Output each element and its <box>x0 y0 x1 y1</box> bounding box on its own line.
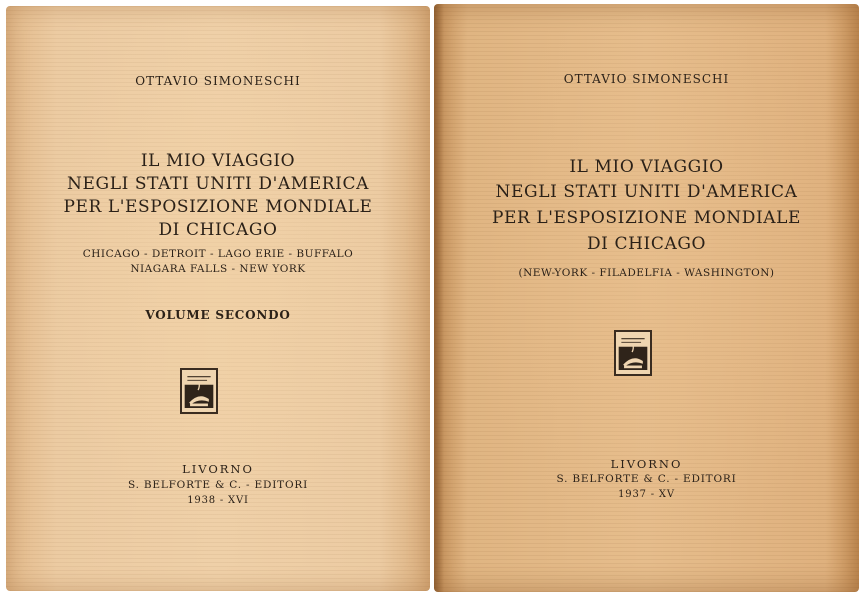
title-line-4: DI CHICAGO <box>158 220 278 240</box>
publisher-name: S. BELFORTE & C. - EDITORI <box>127 479 309 491</box>
title-line-2: NEGLI STATI UNITI D'AMERICA <box>67 174 369 194</box>
volume-label: VOLUME SECONDO <box>145 308 291 322</box>
title-line-3: PER L'ESPOSIZIONE MONDIALE <box>63 197 373 217</box>
title-line-3: PER L'ESPOSIZIONE MONDIALE <box>491 208 802 228</box>
title-line-1: IL MIO VIAGGIO <box>140 151 296 171</box>
publisher-name: S. BELFORTE & C. - EDITORI <box>556 473 737 485</box>
lamp-emblem-drawing <box>616 332 650 374</box>
publisher-city: LIVORNO <box>182 462 254 476</box>
lamp-emblem-drawing <box>182 370 216 412</box>
title-line-4: DI CHICAGO <box>586 234 707 254</box>
lamp-emblem-icon <box>180 368 218 414</box>
spine-edge <box>434 4 444 592</box>
book-cover-volume-one <box>434 4 859 592</box>
author-name: OTTAVIO SIMONESCHI <box>563 72 730 86</box>
book-cover-volume-two <box>6 6 430 591</box>
subtitle-line-2: NIAGARA FALLS - NEW YORK <box>130 263 306 275</box>
subtitle-line: (NEW-YORK - FILADELFIA - WASHINGTON) <box>518 267 775 279</box>
title-line-1: IL MIO VIAGGIO <box>569 157 724 177</box>
author-name: OTTAVIO SIMONESCHI <box>135 74 301 88</box>
publication-year: 1937 - XV <box>618 489 675 500</box>
publication-year: 1938 - XVI <box>187 495 249 506</box>
lamp-emblem-icon <box>614 330 652 376</box>
publisher-city: LIVORNO <box>610 457 683 471</box>
title-line-2: NEGLI STATI UNITI D'AMERICA <box>495 182 798 202</box>
subtitle-line-1: CHICAGO - DETROIT - LAGO ERIE - BUFFALO <box>82 248 354 260</box>
